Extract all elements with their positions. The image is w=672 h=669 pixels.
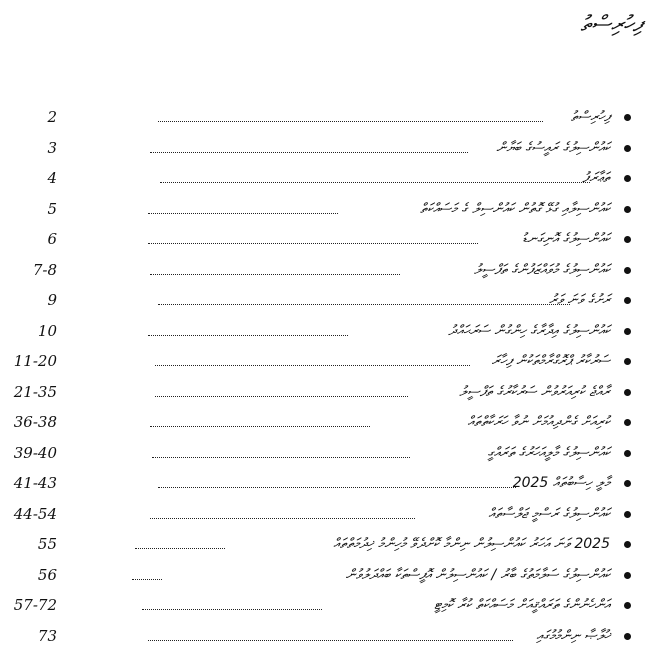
toc-row[interactable] [0,621,672,652]
toc-page-number: 7-8 [32,260,57,279]
bullet-icon [624,206,631,213]
toc-entry-title: ކުރިއަށް ގެންދިއުމަށް ނުވާ ހަރަކާތްތައް [467,414,610,431]
dot-leader [158,304,570,305]
toc-row[interactable] [0,407,672,438]
toc-row[interactable] [0,224,672,255]
bullet-icon [624,450,631,457]
toc-page-number: 73 [37,626,57,645]
toc-page-number: 5 [47,199,57,218]
dot-leader [150,518,415,519]
toc-entry-title: ރަށުގެ ވަނަ ވަރު [548,292,610,309]
bullet-icon [624,633,631,640]
toc-entry-title: ފިހުރިސްތު [570,109,610,126]
toc-row[interactable] [0,285,672,316]
toc-row[interactable] [0,194,672,225]
toc-page-number: 56 [37,565,57,584]
toc-row[interactable] [0,590,672,621]
dot-leader [158,487,516,488]
page-title: ފިހުރިސްތު [580,12,642,37]
toc-page-number: 2 [47,108,57,127]
bullet-icon [624,572,631,579]
bullet-icon [624,511,631,518]
toc-page-number: 10 [37,321,57,340]
toc-page-number: 36-38 [13,413,57,432]
bullet-icon [624,114,631,121]
bullet-icon [624,175,631,182]
dot-leader [148,335,348,336]
toc-entry-title: ކައުންސިލުގެ ސަލާމަތުގެ ބާރު / ކައުންސިލުން އޮފީސްތަކާ ބައްދަލުވުން [345,566,610,583]
toc-row[interactable] [0,468,672,499]
dot-leader [158,121,543,122]
toc-row[interactable] [0,255,672,286]
toc-entry-title: ކައުންސިލުގެ ރައީސުގެ ބަޔާން [496,139,610,156]
bullet-icon [624,328,631,335]
toc-entry-title: ކައުންސިލާއި ގުޅޭ ގޮތުން ކައުންސިލް ގެ މަސައްކަތް [420,200,610,217]
toc-entry-title: ކައުންސިލުގެ މުވައްޒަފުންގެ ތަފްސީލު [473,261,610,278]
toc-row[interactable] [0,346,672,377]
dot-leader [148,243,478,244]
dot-leader [148,640,513,641]
toc-row[interactable] [0,529,672,560]
dot-leader [148,213,338,214]
toc-page-number: 4 [47,169,57,188]
bullet-icon [624,389,631,396]
dot-leader [160,182,590,183]
toc-page-number: 39-40 [13,443,57,462]
bullet-icon [624,602,631,609]
toc-row[interactable] [0,377,672,408]
bullet-icon [624,419,631,426]
toc-page-number: 44-54 [13,504,57,523]
toc-row[interactable] [0,316,672,347]
toc-entry-title: ތަޢާރަފު [582,170,610,187]
dot-leader [135,548,225,549]
toc-entry-title: އަންހެނުންގެ ތަރައްޤީއަށް މަސައްކަތް ކުރާ ކޮމިޓީ [434,597,610,614]
toc-entry-title: ކައުންސިލުގެ އޮނިގަނޑު [522,231,610,248]
dot-leader [155,365,470,366]
toc-row[interactable] [0,560,672,591]
bullet-icon [624,145,631,152]
toc-page-number: 41-43 [13,474,57,493]
toc-page-number: 6 [47,230,57,249]
dot-leader [152,457,410,458]
toc-entry-title: ޚުލާޞާ ނިންމުމުގައި [536,627,610,644]
toc-row[interactable] [0,438,672,469]
dot-leader [155,396,408,397]
dot-leader [150,274,400,275]
toc-row[interactable] [0,163,672,194]
bullet-icon [624,236,631,243]
bullet-icon [624,480,631,487]
bullet-icon [624,541,631,548]
bullet-icon [624,358,631,365]
bullet-icon [624,267,631,274]
toc-entry-title: މާލީ ހިސާބުތައް 2025 [512,475,610,492]
toc-row[interactable] [0,499,672,530]
toc-row[interactable] [0,102,672,133]
toc-page-number: 21-35 [13,382,57,401]
toc-page-number: 9 [47,291,57,310]
dot-leader [132,579,162,580]
toc-entry-title: ރާއްޖެ ކުރިއަރުވުން ސަރުކާރުގެ ތަފްސީލު [459,383,610,400]
dot-leader [150,426,370,427]
toc-entry-title: ކައުންސިލުގެ ރަސްމީ ޖަލްސާތައް [488,505,610,522]
toc-row[interactable] [0,133,672,164]
dot-leader [142,609,322,610]
toc-entry-title: ކައުންސިލުގެ މާލީއަހަރުގެ ތަރައްގީ [487,444,610,461]
bullet-icon [624,297,631,304]
toc-page-number: 55 [37,535,57,554]
table-of-contents [0,102,672,651]
toc-page-number: 3 [47,138,57,157]
dot-leader [150,152,468,153]
toc-page-number: 57-72 [13,596,57,615]
toc-entry-title: ކައުންސިލުގެ އިދާރާގެ ހިންގުން ސަރަޙައްދު [448,322,610,339]
toc-entry-title: ސަރުކާރު ޕްރޮގްރާމްތަކުން ފިހާރަ [491,353,610,370]
toc-page-number: 11-20 [13,352,57,371]
toc-entry-title: 2025 ވަނަ އަހަރު ކައުންސިލުން ނިންމާ ކޮށްދެވޭ މުހިންމު ޚިދުމަތްތައް [333,536,610,553]
